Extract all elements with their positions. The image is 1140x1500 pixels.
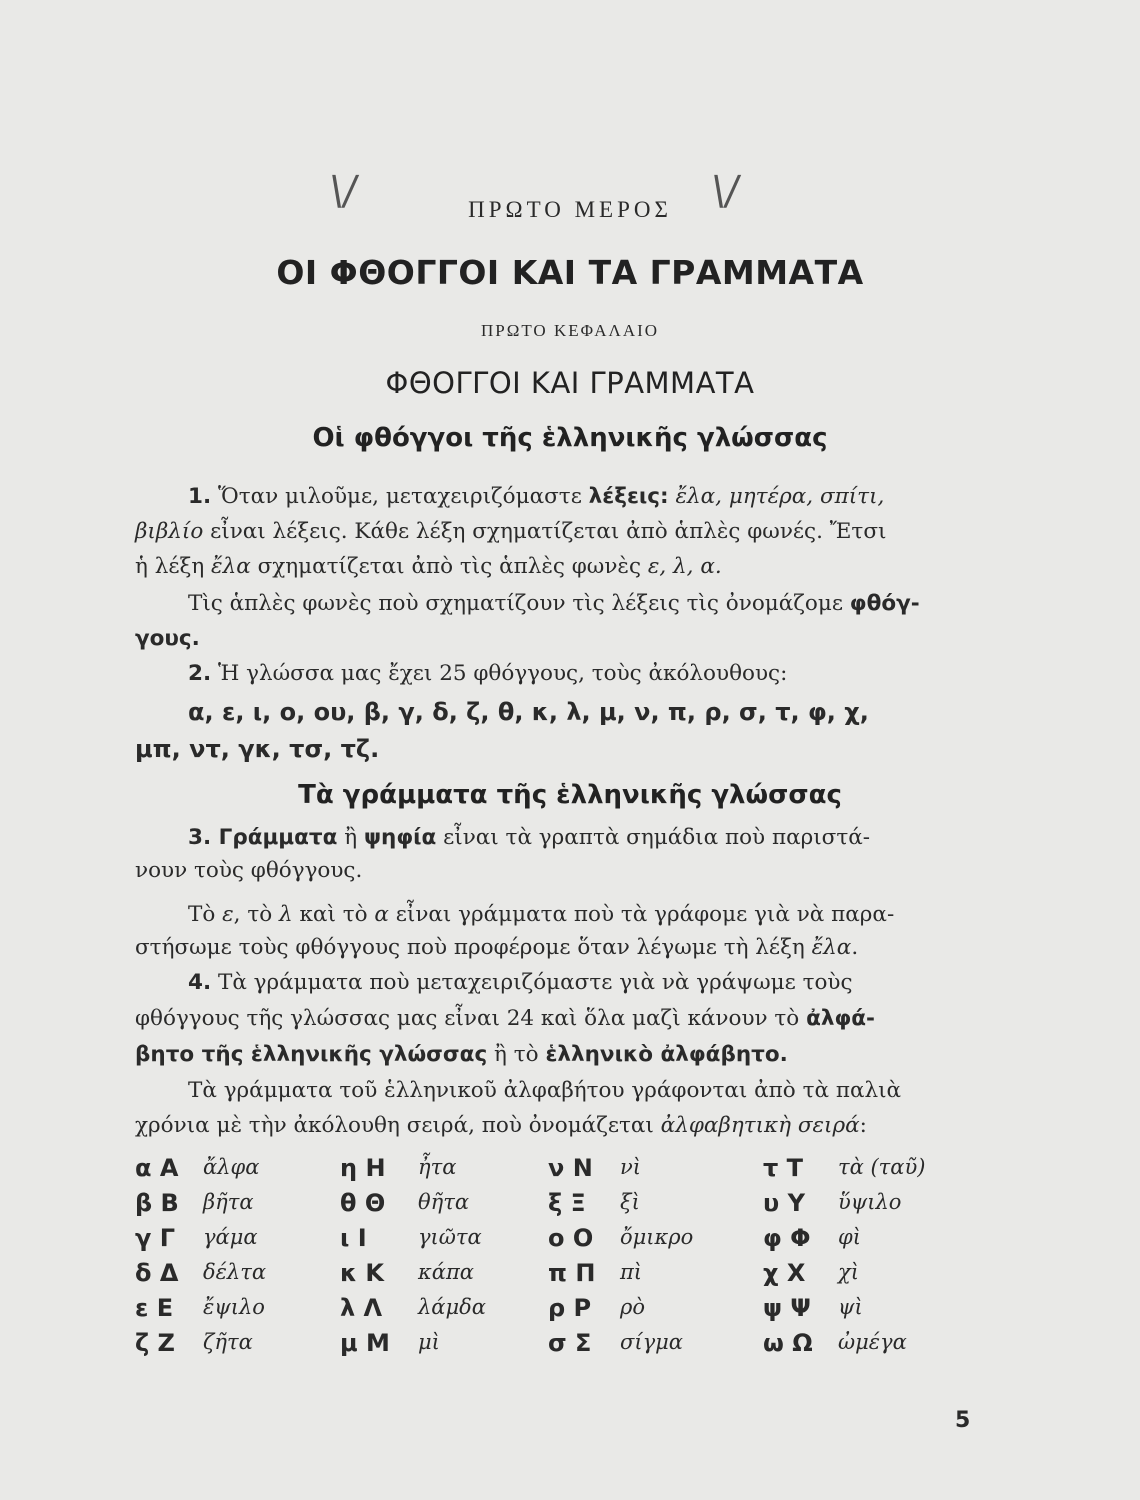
alphabet-letter-name: βῆτα xyxy=(203,1190,254,1214)
alphabet-letter: β Β xyxy=(135,1189,179,1217)
alphabet-letter: ν Ν xyxy=(548,1154,593,1182)
alphabet-letter: κ Κ xyxy=(340,1259,385,1287)
paragraph-line: Τὰ γράμματα τοῦ ἑλληνικοῦ ἀλφαβήτου γράφονται ἀπὸ τὰ παλιὰ xyxy=(188,1078,902,1103)
alphabet-letter: τ Τ xyxy=(763,1154,804,1182)
alphabet-letter-name: ἦτα xyxy=(418,1155,457,1179)
alphabet-letter: δ Δ xyxy=(135,1259,179,1287)
part-heading: ΠΡΩΤΟ ΜΕΡΟΣ xyxy=(468,197,672,222)
section-heading-sounds: Οἱ φθόγγοι τῆς ἑλληνικῆς γλώσσας xyxy=(312,423,828,453)
alphabet-letter: ξ Ξ xyxy=(548,1189,586,1217)
alphabet-letter-name: δέλτα xyxy=(203,1260,267,1284)
section-heading-letters: Τὰ γράμματα τῆς ἑλληνικῆς γλώσσας xyxy=(298,780,842,810)
alphabet-letter-name: ζῆτα xyxy=(203,1330,253,1354)
paragraph-line: 3. Γράμματα ἢ ψηφία εἶναι τὰ γραπτὰ σημάδια ποὺ παριστά- xyxy=(188,825,871,850)
paragraph-line: φθόγγους τῆς γλώσσας μας εἶναι 24 καὶ ὅλα μαζὶ κάνουν τὸ ἀλφά- xyxy=(135,1006,875,1031)
paragraph-line: Τὶς ἁπλὲς φωνὲς ποὺ σχηματίζουν τὶς λέξεις τὶς ὀνομάζομε φθόγ- xyxy=(188,591,920,616)
alphabet-letter: ε Ε xyxy=(135,1294,174,1322)
paragraph-line: 4. Τὰ γράμματα ποὺ μεταχειριζόμαστε γιὰ νὰ γράψωμε τοὺς xyxy=(188,970,853,995)
alphabet-letter: π Π xyxy=(548,1259,596,1287)
alphabet-letter: η Η xyxy=(340,1154,386,1182)
alphabet-letter: ι Ι xyxy=(340,1224,367,1252)
alphabet-letter-name: νὶ xyxy=(620,1155,641,1179)
paragraph-line: στήσωμε τοὺς φθόγγους ποὺ προφέρομε ὅταν λέγωμε τὴ λέξη ἔλα. xyxy=(135,935,859,960)
alphabet-letter: λ Λ xyxy=(340,1294,383,1322)
alphabet-letter-name: χὶ xyxy=(838,1260,859,1284)
alphabet-letter: μ Μ xyxy=(340,1329,390,1357)
paragraph-line: 2. Ἡ γλώσσα μας ἔχει 25 φθόγγους, τοὺς ἀκόλουθους: xyxy=(188,661,788,686)
alphabet-letter: γ Γ xyxy=(135,1224,175,1252)
alphabet-letter: ρ Ρ xyxy=(548,1294,592,1322)
alphabet-letter: χ Χ xyxy=(763,1259,806,1287)
alphabet-letter-name: φὶ xyxy=(838,1225,861,1249)
alphabet-letter: σ Σ xyxy=(548,1329,592,1357)
paragraph-line: βητο τῆς ἑλληνικῆς γλώσσας ἢ τὸ ἑλληνικὸ ἀλφάβητο. xyxy=(135,1042,788,1067)
sounds-list-line: α, ε, ι, ο, ου, β, γ, δ, ζ, θ, κ, λ, μ, ν, π, ρ, σ, τ, φ, χ, xyxy=(188,698,869,726)
paragraph-line: γους. xyxy=(135,626,200,651)
paragraph-line: χρόνια μὲ τὴν ἀκόλουθη σειρά, ποὺ ὀνομάζεται ἀλφαβητικὴ σειρά: xyxy=(135,1113,867,1138)
alphabet-letter-name: ψὶ xyxy=(838,1295,863,1319)
alphabet-letter-name: ὠμέγα xyxy=(838,1330,907,1354)
paragraph-line: Τὸ ε, τὸ λ καὶ τὸ α εἶναι γράμματα ποὺ τὰ γράφομε γιὰ νὰ παρα- xyxy=(188,902,895,927)
chapter-title: ΦΘΟΓΓΟΙ ΚΑΙ ΓΡΑΜΜΑΤΑ xyxy=(385,366,755,400)
alphabet-letter-name: λάμδα xyxy=(418,1295,486,1319)
paragraph-line: βιβλίο εἶναι λέξεις. Κάθε λέξη σχηματίζεται ἀπὸ ἁπλὲς φωνές. Ἔτσι xyxy=(135,519,887,544)
alphabet-letter: ψ Ψ xyxy=(763,1294,811,1322)
alphabet-letter: υ Υ xyxy=(763,1189,805,1217)
alphabet-letter: ο Ο xyxy=(548,1224,594,1252)
alphabet-letter-name: ἔψιλο xyxy=(203,1295,265,1319)
alphabet-letter-name: μὶ xyxy=(418,1330,440,1354)
page-number: 5 xyxy=(955,1408,971,1433)
paragraph-number: 2. xyxy=(188,661,212,686)
paragraph-number: 4. xyxy=(188,970,212,995)
alphabet-letter-name: πὶ xyxy=(620,1260,643,1284)
alphabet-letter-name: γιῶτα xyxy=(418,1225,482,1249)
paragraph-line: 1. Ὅταν μιλοῦμε, μεταχειριζόμαστε λέξεις: ἔλα, μητέρα, σπίτι, xyxy=(188,484,885,509)
paragraph-number: 1. xyxy=(188,484,212,509)
alphabet-letter-name: τὰ (ταῦ) xyxy=(838,1155,926,1179)
alphabet-letter: θ Θ xyxy=(340,1189,386,1217)
paragraph-number: 3. xyxy=(188,825,212,850)
alphabet-letter-name: ὕψιλο xyxy=(838,1190,902,1214)
alphabet-letter: φ Φ xyxy=(763,1224,811,1252)
check-mark-icon: \/ xyxy=(708,168,743,214)
paragraph-line: νουν τοὺς φθόγγους. xyxy=(135,858,363,883)
alphabet-letter-name: ἄλφα xyxy=(203,1155,260,1179)
sounds-list-line: μπ, ντ, γκ, τσ, τζ. xyxy=(135,735,380,763)
paragraph-line: ἡ λέξη ἔλα σχηματίζεται ἀπὸ τὶς ἁπλὲς φωνὲς ε, λ, α. xyxy=(135,554,722,579)
alphabet-letter-name: θῆτα xyxy=(418,1190,470,1214)
alphabet-letter-name: ὄμικρο xyxy=(620,1225,694,1249)
alphabet-letter: α Α xyxy=(135,1154,179,1182)
alphabet-letter-name: ρὸ xyxy=(620,1295,645,1319)
page-title: ΟΙ ΦΘΟΓΓΟΙ ΚΑΙ ΤΑ ΓΡΑΜΜΑΤΑ xyxy=(276,253,864,292)
chapter-label: ΠΡΩΤΟ ΚΕΦΑΛΑΙΟ xyxy=(480,321,660,340)
alphabet-letter-name: γάμα xyxy=(203,1225,258,1249)
alphabet-letter: ω Ω xyxy=(763,1329,813,1357)
alphabet-letter-name: σίγμα xyxy=(620,1330,683,1354)
alphabet-letter-name: ξὶ xyxy=(620,1190,640,1214)
alphabet-letter: ζ Ζ xyxy=(135,1329,175,1357)
alphabet-letter-name: κάπα xyxy=(418,1260,474,1284)
check-mark-icon: \/ xyxy=(326,168,361,214)
